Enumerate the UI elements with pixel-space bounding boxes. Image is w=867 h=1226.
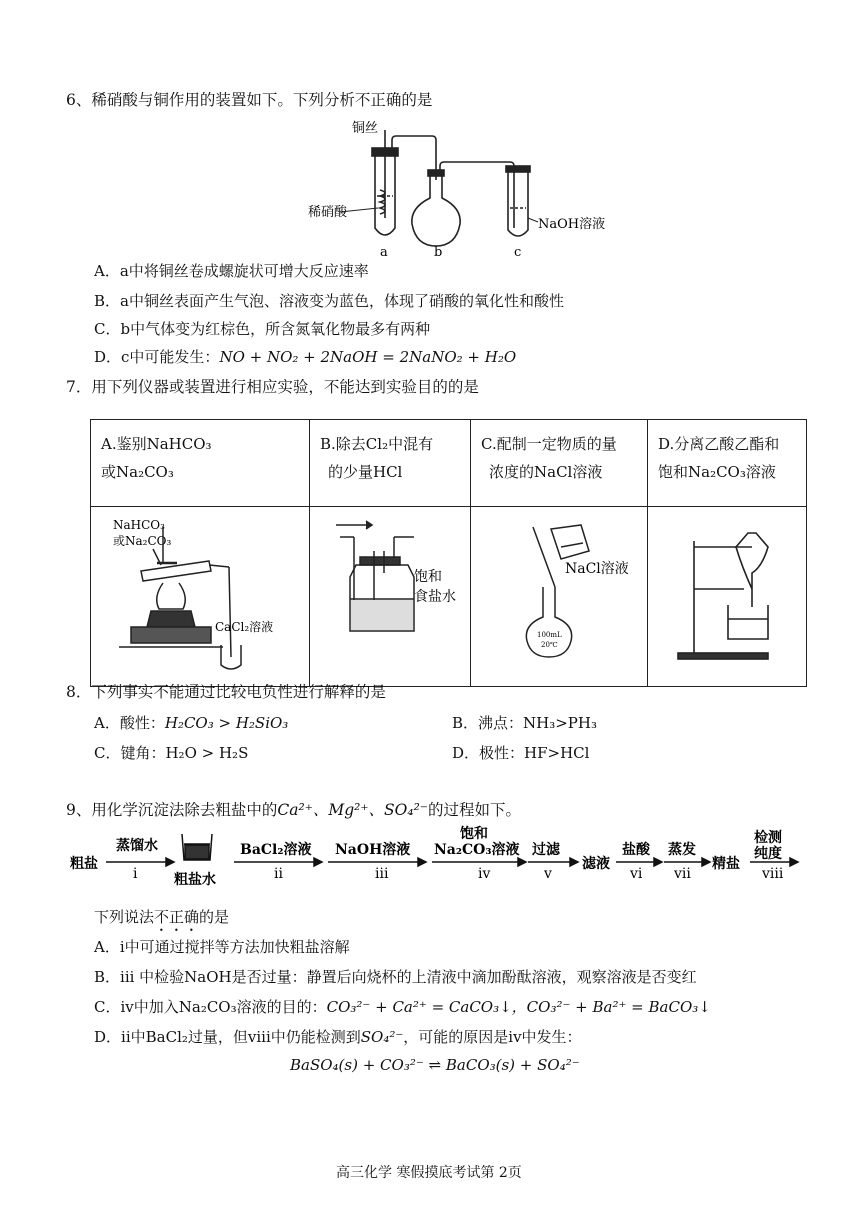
q9-stem-suffix: 的过程如下。: [428, 801, 522, 819]
q7-figure-c: [471, 507, 648, 687]
q7-cell-b: [310, 420, 471, 507]
q6-apparatus-diagram: [300, 118, 630, 260]
q6-option-d: [94, 346, 516, 367]
flow-step2-reagent: BaCl₂溶液: [240, 842, 312, 858]
flow-filtrate: 滤液: [582, 856, 610, 872]
flow-step5-label: v: [544, 866, 552, 882]
q9-option-c-prefix: C．iv中加入Na₂CO₃溶液的目的：: [94, 998, 327, 1016]
fig-c-flask-temp: 20℃: [541, 641, 558, 649]
q7-a-line2: 或Na₂CO₃: [101, 463, 174, 481]
q6-option-a: A．a中将铜丝卷成螺旋状可增大反应速率: [94, 262, 369, 280]
q7-cell-c: [471, 420, 648, 507]
q9-sub-suffix: 的是: [199, 908, 230, 926]
q9-stem: [66, 798, 521, 820]
q6-stem: 6、稀硝酸与铜作用的装置如下。下列分析不正确的是: [66, 91, 433, 109]
fig-b-label-brine: 食盐水: [414, 589, 456, 605]
label-copper-wire: 铜丝: [352, 121, 379, 136]
q9-option-c: [94, 996, 711, 1017]
flow-step3-reagent: NaOH溶液: [335, 842, 411, 858]
q6-option-c: C．b中气体变为红棕色，所含氮氧化物最多有两种: [94, 320, 431, 338]
q9-option-b: B．iii 中检验NaOH是否过量：静置后向烧杯的上清液中滴加酚酞溶液，观察溶液是否变红: [94, 968, 697, 986]
flow-step8-action-1: 检测: [754, 830, 782, 846]
q7-cell-d: [648, 420, 807, 507]
q6-option-b: B．a中铜丝表面产生气泡、溶液变为蓝色，体现了硝酸的氧化性和酸性: [94, 292, 564, 310]
q9-option-d-prefix: D．ii中BaCl₂过量，但viii中仍能检测到: [94, 1028, 361, 1046]
flow-step2-label: ii: [274, 866, 283, 882]
fig-a-label-na2co3: 或Na₂CO₃: [113, 534, 172, 548]
q9-flowchart: [70, 820, 830, 890]
q9-sub-question: [94, 906, 229, 935]
q9-sub-emphasis: 不正确: [154, 908, 200, 926]
q7-b-line1: B.除去Cl₂中混有: [320, 435, 434, 453]
q9-option-d-suffix: ，可能的原因是iv中发生：: [403, 1028, 582, 1046]
flow-crude-salt: 粗盐: [70, 856, 98, 872]
q8-option-c: C．键角：H₂O > H₂S: [94, 744, 249, 762]
q7-figure-d: [648, 507, 807, 687]
q9-stem-prefix: 9、用化学沉淀法除去粗盐中的: [66, 801, 278, 819]
q7-options-table: [90, 419, 807, 687]
q9-option-d-ion: SO₄²⁻: [360, 1028, 404, 1046]
fig-a-label-cacl2: CaCl₂溶液: [215, 620, 274, 634]
volumetric-flask-diagram: [471, 507, 647, 677]
label-b: b: [434, 245, 443, 260]
q8-option-b: B．沸点：NH₃>PH₃: [452, 714, 597, 732]
gas-washing-bottle-diagram: [310, 507, 470, 677]
flow-refined-salt: 精盐: [712, 856, 740, 872]
q7-figure-b: [310, 507, 471, 687]
q7-figure-a: [91, 507, 310, 687]
q6-option-d-prefix: D．c中可能发生：: [94, 348, 220, 366]
q7-b-line2: 的少量HCl: [328, 463, 403, 481]
label-a: a: [380, 245, 388, 260]
q9-option-a: A．i中可通过搅拌等方法加快粗盐溶解: [94, 938, 350, 956]
q8-stem: 8．下列事实不能通过比较电负性进行解释的是: [66, 683, 386, 701]
beaker-icon: [182, 834, 212, 860]
q9-sub-prefix: 下列说法: [94, 908, 155, 926]
fig-b-label-saturated: 饱和: [414, 569, 442, 585]
q8-option-a: [94, 712, 288, 733]
flow-step8-action-2: 纯度: [754, 846, 782, 862]
flow-brine: 粗盐水: [174, 872, 216, 888]
flow-step1-reagent: 蒸馏水: [116, 838, 158, 854]
separatory-funnel-diagram: [648, 507, 806, 677]
q7-stem: 7．用下列仪器或装置进行相应实验，不能达到实验目的的是: [66, 378, 479, 396]
q9-option-c-equation: CO₃²⁻ + Ca²⁺ = CaCO₃↓，CO₃²⁻ + Ba²⁺ = BaCO₃↓: [326, 998, 711, 1016]
q9-stem-ions: Ca²⁺、Mg²⁺、SO₄²⁻: [277, 801, 428, 819]
flow-step6-reagent: 盐酸: [622, 842, 650, 858]
flow-step7-label: vii: [674, 866, 691, 882]
flow-step1-label: i: [133, 866, 138, 882]
q8-option-a-prefix: A．酸性：: [94, 714, 165, 732]
q7-c-line1: C.配制一定物质的量: [481, 435, 617, 453]
q7-a-line1: A.鉴别NaHCO₃: [101, 435, 212, 453]
q6-option-d-equation: NO + NO₂ + 2NaOH = 2NaNO₂ + H₂O: [219, 348, 517, 366]
page-footer: 高三化学 寒假摸底考试第 2页: [336, 1165, 522, 1181]
label-naoh-solution: NaOH溶液: [538, 217, 606, 232]
flow-step4-reagent-2: Na₂CO₃溶液: [434, 842, 520, 858]
q8-option-d: D．极性：HF>HCl: [452, 744, 590, 762]
flow-step8-label: viii: [762, 866, 784, 882]
flow-step5-action: 过滤: [532, 842, 560, 858]
q7-d-line1: D.分离乙酸乙酯和: [658, 435, 780, 453]
q9-option-d: [94, 1026, 582, 1047]
flow-step4-reagent-1: 饱和: [460, 826, 488, 842]
flow-step3-label: iii: [375, 866, 389, 882]
fig-c-flask-volume: 100mL: [537, 631, 562, 639]
flow-step7-action: 蒸发: [668, 842, 696, 858]
fig-c-label-nacl: NaCl溶液: [565, 561, 629, 577]
label-dilute-nitric-acid: 稀硝酸: [308, 205, 348, 220]
q8-option-a-equation: H₂CO₃ > H₂SiO₃: [164, 714, 289, 732]
q7-cell-a: [91, 420, 310, 507]
q7-c-line2: 浓度的NaCl溶液: [489, 463, 603, 481]
flow-step4-label: iv: [478, 866, 491, 882]
q9-option-d-equation: BaSO₄(s) + CO₃²⁻ ⇌ BaCO₃(s) + SO₄²⁻: [290, 1056, 580, 1074]
label-c: c: [514, 245, 522, 260]
fig-a-label-nahco3: NaHCO₃: [113, 518, 165, 532]
heating-apparatus-diagram: [91, 507, 309, 677]
q7-d-line2: 饱和Na₂CO₃溶液: [658, 463, 776, 481]
flow-step6-label: vi: [630, 866, 643, 882]
